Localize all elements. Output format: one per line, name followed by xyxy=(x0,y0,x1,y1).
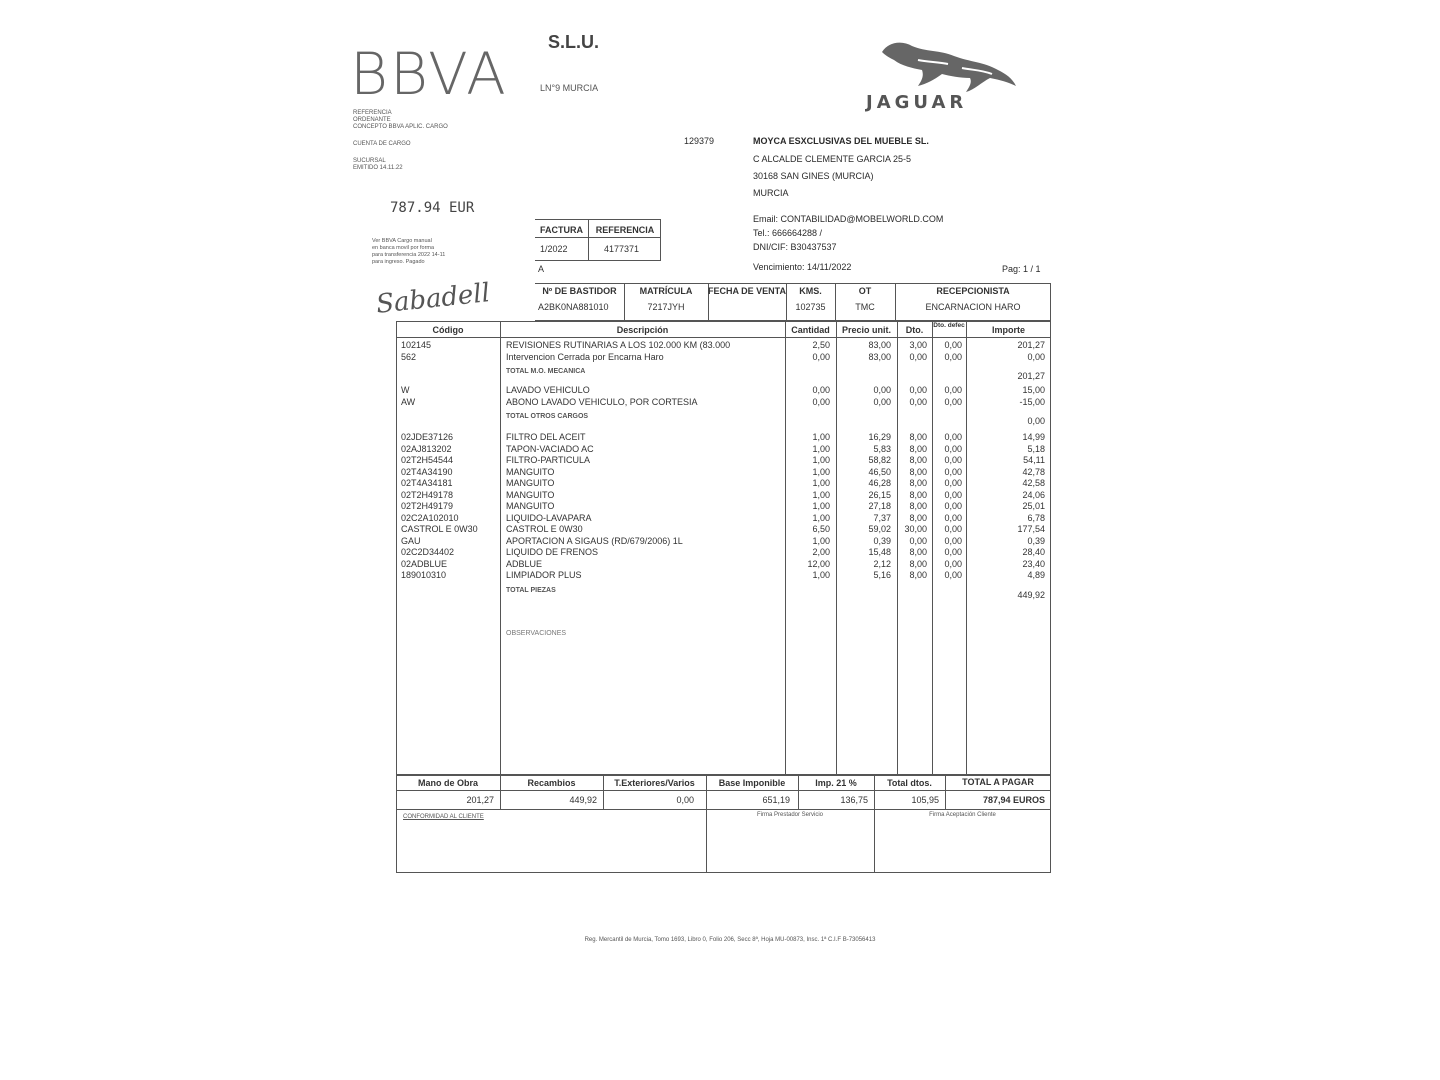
item-unit-price: 83,00 xyxy=(868,340,891,350)
item-amount: 24,06 xyxy=(1022,489,1045,500)
discounts-value: 105,95 xyxy=(911,795,939,805)
item-description: ADBLUE xyxy=(506,558,543,569)
item-code: 02JDE37126 xyxy=(401,432,454,442)
item-unit-price: 5,16 xyxy=(873,570,891,580)
office-label: LN°9 MURCIA xyxy=(540,83,599,93)
item-code: 102145 xyxy=(401,340,432,350)
client-email: Email: CONTABILIDAD@MOBELWORLD.COM xyxy=(753,214,944,224)
item-code: GAU xyxy=(401,535,421,546)
item-discount: 8,00 xyxy=(909,558,927,569)
plate-value: 7217JYH xyxy=(647,302,685,312)
item-default-discount: 0,00 xyxy=(944,512,962,523)
item-description: LAVADO VEHICULO xyxy=(506,385,590,395)
labor-total-value: 201,27 xyxy=(466,795,494,805)
ot-value: TMC xyxy=(855,302,875,312)
tax-base-label: Base Imponible xyxy=(718,778,786,788)
item-code: 02T2H54544 xyxy=(401,455,454,465)
client-signature-label: Firma Aceptación Cliente xyxy=(929,812,996,818)
item-amount: 25,01 xyxy=(1022,501,1045,511)
group-total-label: TOTAL OTROS CARGOS xyxy=(506,413,589,420)
item-default-discount: 0,00 xyxy=(944,524,962,534)
item-discount: 8,00 xyxy=(909,478,927,488)
item-amount: 0,39 xyxy=(1027,535,1045,546)
handwritten-signature: Sabadell xyxy=(374,278,492,320)
note-line: en banca movil por forma xyxy=(372,245,435,251)
item-description: LIMPIADOR PLUS xyxy=(506,570,582,580)
col-description: Descripción xyxy=(616,325,669,335)
bank-receipt-lines xyxy=(353,110,503,172)
item-amount: 6,78 xyxy=(1027,512,1045,523)
receipt-line: ORDENANTE xyxy=(353,117,391,123)
page-number xyxy=(1002,264,1041,274)
item-amount: 23,40 xyxy=(1022,558,1045,569)
item-discount: 8,00 xyxy=(909,489,927,500)
client-address2: 30168 SAN GINES (MURCIA) xyxy=(753,171,874,181)
item-code: 02T2H49179 xyxy=(401,501,454,511)
page-label: Pag: xyxy=(1002,264,1021,274)
item-default-discount: 0,00 xyxy=(944,489,962,500)
col-discount: Dto. xyxy=(905,325,924,335)
invoice-number: 1/2022 xyxy=(540,244,568,254)
note-line: para transferencia 2022 14-11 xyxy=(372,252,446,258)
item-description: LIQUIDO DE FRENOS xyxy=(506,547,599,557)
item-discount: 8,00 xyxy=(909,570,927,580)
receptionist-label: RECEPCIONISTA xyxy=(936,286,1010,296)
tax-base-value: 651,19 xyxy=(762,795,790,805)
client-address1: C ALCALDE CLEMENTE GARCIA 25-5 xyxy=(753,154,912,164)
item-quantity: 1,00 xyxy=(812,570,830,580)
vat-label: Imp. 21 % xyxy=(815,778,857,788)
col-quantity: Cantidad xyxy=(791,325,830,335)
item-default-discount: 0,00 xyxy=(944,351,962,362)
col-code: Código xyxy=(432,325,464,335)
km-label: KMS. xyxy=(799,286,822,296)
item-description: REVISIONES RUTINARIAS A LOS 102.000 KM (83.000 xyxy=(506,340,731,350)
discounts-label: Total dtos. xyxy=(887,778,932,788)
other-total-label: T.Exteriores/Varios xyxy=(614,778,695,788)
item-description: FILTRO DEL ACEIT xyxy=(506,432,586,442)
item-unit-price: 2,12 xyxy=(873,558,891,569)
group-total-label: TOTAL PIEZAS xyxy=(506,586,556,594)
item-description: LIQUIDO-LAVAPARA xyxy=(506,512,592,523)
item-default-discount: 0,00 xyxy=(944,396,962,407)
group-total-value: 0,00 xyxy=(1027,416,1045,426)
due-date xyxy=(753,262,851,272)
sale-date-label: FECHA DE VENTA xyxy=(708,286,787,296)
leaping-jaguar-icon xyxy=(878,38,1018,94)
item-discount: 0,00 xyxy=(909,535,927,546)
receipt-line: SUCURSAL xyxy=(353,158,386,164)
due-date-value: 14/11/2022 xyxy=(807,262,852,272)
item-description: FILTRO-PARTICULA xyxy=(506,455,591,465)
item-default-discount: 0,00 xyxy=(944,466,962,477)
item-amount: 177,54 xyxy=(1017,524,1045,534)
bank-amount: 787.94 EUR xyxy=(390,200,475,216)
item-amount: -15,00 xyxy=(1019,396,1045,407)
item-unit-price: 0,00 xyxy=(873,396,891,407)
ot-label: OT xyxy=(858,286,872,296)
item-amount: 0,00 xyxy=(1027,351,1045,362)
due-date-label: Vencimiento: xyxy=(753,262,805,272)
item-default-discount: 0,00 xyxy=(944,443,962,454)
item-amount: 15,00 xyxy=(1022,385,1045,395)
observations-label: OBSERVACIONES xyxy=(506,630,567,637)
item-quantity: 2,00 xyxy=(812,547,830,557)
invoice-number-label: FACTURA xyxy=(540,225,583,235)
item-amount: 42,78 xyxy=(1022,466,1045,477)
item-description: MANGUITO xyxy=(506,501,555,511)
other-total-value: 0,00 xyxy=(676,795,694,805)
item-description: Intervencion Cerrada por Encarna Haro xyxy=(506,351,664,362)
page-value: 1 / 1 xyxy=(1023,264,1041,274)
item-default-discount: 0,00 xyxy=(944,570,962,580)
item-description: ABONO LAVADO VEHICULO, POR CORTESIA xyxy=(506,396,698,407)
item-description: TAPON-VACIADO AC xyxy=(506,443,594,454)
item-unit-price: 5,83 xyxy=(873,443,891,454)
item-unit-price: 26,15 xyxy=(868,489,891,500)
client-code: 129379 xyxy=(684,136,715,146)
item-quantity: 1,00 xyxy=(812,489,830,500)
item-code: 02T2H49178 xyxy=(401,489,454,500)
item-description: MANGUITO xyxy=(506,466,555,477)
item-code: 02T4A34181 xyxy=(401,478,453,488)
receipt-line: CONCEPTO BBVA APLIC. CARGO xyxy=(353,124,448,130)
labor-total-label: Mano de Obra xyxy=(417,778,478,788)
bbva-logo: BBVA xyxy=(350,40,508,108)
item-unit-price: 27,18 xyxy=(868,501,891,511)
item-quantity: 1,00 xyxy=(812,432,830,442)
item-discount: 8,00 xyxy=(909,501,927,511)
vin-value: A2BK0NA881010 xyxy=(538,302,609,312)
receipt-line: CUENTA DE CARGO xyxy=(353,141,411,147)
item-unit-price: 7,37 xyxy=(873,512,891,523)
item-default-discount: 0,00 xyxy=(944,432,962,442)
item-default-discount: 0,00 xyxy=(944,547,962,557)
item-amount: 14,99 xyxy=(1022,432,1045,442)
grand-total-label: TOTAL A PAGAR xyxy=(962,777,1034,787)
item-discount: 8,00 xyxy=(909,466,927,477)
item-discount: 8,00 xyxy=(909,512,927,523)
item-quantity: 1,00 xyxy=(812,455,830,465)
item-quantity: 1,00 xyxy=(812,478,830,488)
item-description: APORTACION A SIGAUS (RD/679/2006) 1L xyxy=(506,535,683,546)
item-discount: 0,00 xyxy=(909,396,927,407)
item-code: 02C2A102010 xyxy=(401,512,459,523)
vin-label: Nº DE BASTIDOR xyxy=(542,286,617,296)
item-code: 02T4A34190 xyxy=(401,466,453,477)
signature-box xyxy=(396,810,1051,873)
item-discount: 8,00 xyxy=(909,455,927,465)
item-code: 562 xyxy=(401,351,417,362)
client-tel: Tel.: 666664288 / xyxy=(753,228,823,238)
item-quantity: 1,00 xyxy=(812,466,830,477)
item-code: W xyxy=(401,385,410,395)
col-default-discount: Dto. defec xyxy=(933,322,965,329)
item-discount: 30,00 xyxy=(904,524,927,534)
item-unit-price: 16,29 xyxy=(868,432,891,442)
item-description: CASTROL E 0W30 xyxy=(506,524,583,534)
company-suffix: S.L.U. xyxy=(548,32,600,52)
item-quantity: 0,00 xyxy=(812,396,830,407)
group-total-label: TOTAL M.O. MECANICA xyxy=(506,368,586,375)
item-description: MANGUITO xyxy=(506,489,555,500)
receipt-line: REFERENCIA xyxy=(353,110,392,116)
item-discount: 0,00 xyxy=(909,385,927,395)
item-unit-price: 0,00 xyxy=(873,385,891,395)
item-quantity: 6,50 xyxy=(812,524,830,534)
item-unit-price: 15,48 xyxy=(868,547,891,557)
receipt-line: EMITIDO 14.11.22 xyxy=(353,165,403,171)
item-unit-price: 83,00 xyxy=(868,351,891,362)
col-unit-price: Precio unit. xyxy=(841,325,891,335)
receptionist-value: ENCARNACION HARO xyxy=(925,302,1021,312)
client-dni: DNI/CIF: B30437537 xyxy=(753,242,837,252)
item-discount: 8,00 xyxy=(909,432,927,442)
item-default-discount: 0,00 xyxy=(944,558,962,569)
item-quantity: 1,00 xyxy=(812,501,830,511)
item-unit-price: 46,50 xyxy=(868,466,891,477)
item-quantity: 12,00 xyxy=(807,558,830,569)
item-discount: 8,00 xyxy=(909,547,927,557)
item-discount: 0,00 xyxy=(909,351,927,362)
group-total-value: 449,92 xyxy=(1017,589,1045,600)
vat-value: 136,75 xyxy=(840,795,868,805)
client-city: MURCIA xyxy=(753,188,789,198)
item-code: 02AJ813202 xyxy=(401,443,452,454)
note-line: para ingreso. Pagado xyxy=(372,259,425,265)
item-code: AW xyxy=(401,396,416,407)
item-default-discount: 0,00 xyxy=(944,478,962,488)
item-unit-price: 0,39 xyxy=(873,535,891,546)
item-quantity: 1,00 xyxy=(812,512,830,523)
parts-total-label: Recambios xyxy=(527,778,576,788)
item-default-discount: 0,00 xyxy=(944,501,962,511)
item-unit-price: 59,02 xyxy=(868,524,891,534)
note-line: Ver BBVA Cargo manual xyxy=(372,238,432,244)
provider-signature-label: Firma Prestador Servicio xyxy=(756,812,824,818)
item-description: MANGUITO xyxy=(506,478,555,488)
item-amount: 5,18 xyxy=(1027,443,1045,454)
item-amount: 54,11 xyxy=(1023,455,1045,465)
item-amount: 28,40 xyxy=(1022,547,1045,557)
reference-label: REFERENCIA xyxy=(595,225,655,235)
client-conformity-label: CONFORMIDAD AL CLIENTE xyxy=(403,814,484,820)
item-quantity: 1,00 xyxy=(812,443,830,454)
bank-note xyxy=(372,238,482,266)
grand-total-value: 787,94 EUROS xyxy=(982,795,1045,805)
reference-number: 4177371 xyxy=(604,244,640,254)
plate-label: MATRÍCULA xyxy=(639,286,693,296)
item-unit-price: 46,28 xyxy=(868,478,891,488)
item-default-discount: 0,00 xyxy=(944,535,962,546)
item-quantity: 0,00 xyxy=(812,351,830,362)
brand-name: JAGUAR xyxy=(866,92,968,113)
item-quantity: 0,00 xyxy=(812,385,830,395)
item-code: 189010310 xyxy=(401,570,447,580)
item-code: 02C2D34402 xyxy=(401,547,455,557)
item-code: CASTROL E 0W30 xyxy=(401,524,478,534)
invoice-letter: A xyxy=(538,264,545,274)
item-discount: 8,00 xyxy=(909,443,927,454)
col-amount: Importe xyxy=(991,325,1025,335)
parts-total-value: 449,92 xyxy=(569,795,597,805)
item-quantity: 1,00 xyxy=(812,535,830,546)
item-amount: 4,89 xyxy=(1027,570,1045,580)
group-total-value: 201,27 xyxy=(1017,371,1045,381)
item-default-discount: 0,00 xyxy=(944,385,962,395)
item-amount: 201,27 xyxy=(1017,340,1045,350)
item-unit-price: 58,82 xyxy=(868,455,891,465)
item-code: 02ADBLUE xyxy=(401,558,448,569)
item-default-discount: 0,00 xyxy=(944,455,962,465)
item-discount: 3,00 xyxy=(909,340,927,350)
item-default-discount: 0,00 xyxy=(944,340,962,350)
client-name: MOYCA ESXCLUSIVAS DEL MUEBLE SL. xyxy=(753,136,929,146)
item-amount: 42,58 xyxy=(1022,478,1045,488)
km-value: 102735 xyxy=(795,302,826,312)
registry-footer: Reg. Mercantil de Murcia, Tomo 1693, Libro 0, Folio 206, Secc 8ª, Hoja MU-00873, Insc. 1ª C.I.F B-73056413 xyxy=(584,937,876,943)
item-quantity: 2,50 xyxy=(812,340,830,350)
